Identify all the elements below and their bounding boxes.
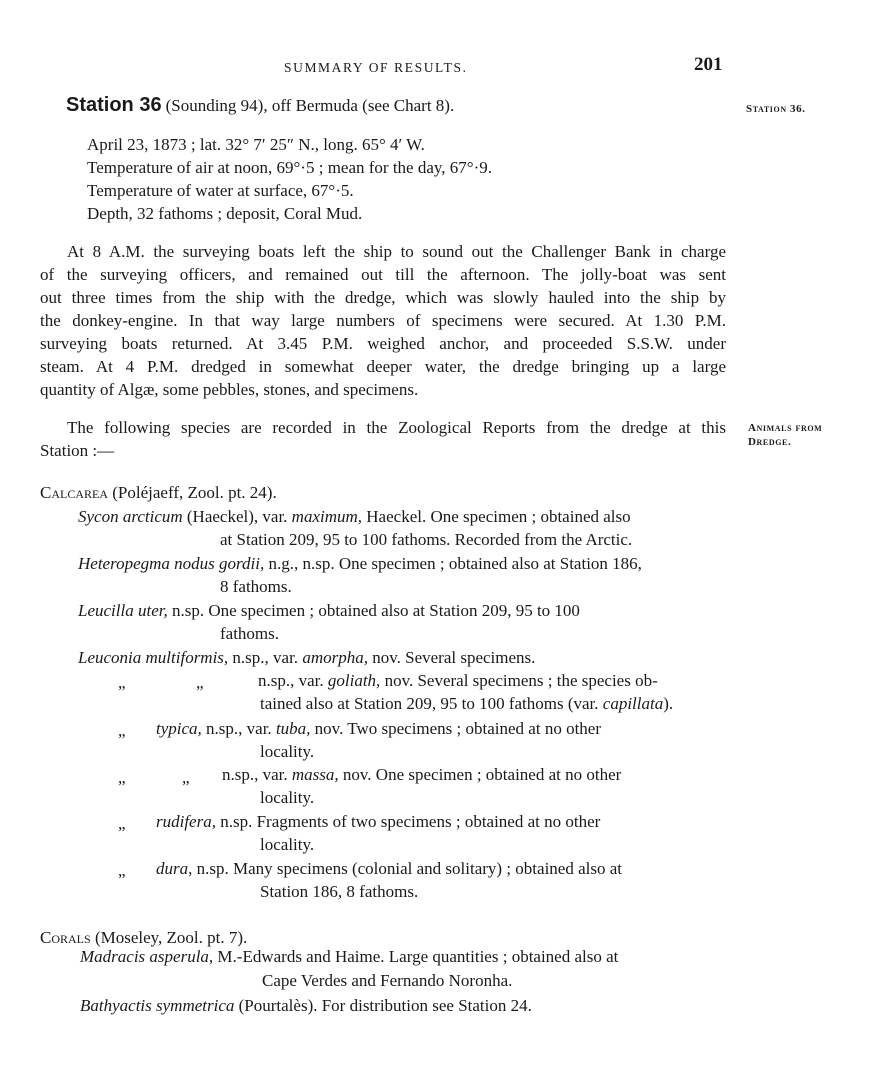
variety-name: tuba, xyxy=(275,719,311,738)
continuation-text: tained also at Station 209, 95 to 100 fathoms (var. xyxy=(260,694,599,713)
species-note: nov. Two specimens ; obtained at no other xyxy=(314,719,602,738)
species-name: Bathyactis symmetrica xyxy=(80,996,235,1015)
species-entry xyxy=(78,646,535,669)
ditto-mark: „ xyxy=(118,673,126,692)
group-reference: (Poléjaeff, Zool. pt. 24). xyxy=(112,483,277,502)
species-name: Leuconia multiformis, xyxy=(78,648,229,667)
species-continuation xyxy=(260,692,673,715)
margin-note-line: Animals from xyxy=(748,422,823,434)
station-title-rest: (Sounding 94), off Bermuda (see Chart 8). xyxy=(165,96,455,115)
species-continuation: locality. xyxy=(260,835,315,854)
species-note: (Pourtalès). For distribution see Station 24. xyxy=(238,996,532,1015)
running-title: SUMMARY OF RESULTS. xyxy=(284,60,468,75)
species-note: nov. Several specimens ; the species ob- xyxy=(384,671,658,690)
species-note: nov. Several specimens. xyxy=(372,648,536,667)
narrative-line: out three times from the ship with the dredge, which was slowly hauled into the ship by xyxy=(40,288,726,307)
narrative-line: steam. At 4 P.M. dredged in somewhat deeper water, the dredge bringing up a large xyxy=(40,357,726,376)
species-entry xyxy=(80,945,618,968)
species-entry xyxy=(222,763,621,786)
species-name: typica, xyxy=(156,719,202,738)
species-note: n.sp. Fragments of two specimens ; obtained at no other xyxy=(220,812,601,831)
species-continuation: fathoms. xyxy=(220,624,280,643)
narrative-line: the donkey-engine. In that way large numbers of specimens were secured. At 1.30 P.M. xyxy=(40,311,726,330)
variety-name: capillata xyxy=(602,694,664,713)
species-note: n.g., n.sp. One specimen ; obtained also at Station 186, xyxy=(268,554,642,573)
intro-line: Station :— xyxy=(40,441,115,460)
intro-line: The following species are recorded in the Zoological Reports from the dredge at this xyxy=(67,418,726,437)
group-name: Corals xyxy=(40,928,91,947)
species-note: M.-Edwards and Haime. Large quantities ; obtained also at xyxy=(217,947,619,966)
species-continuation: 8 fathoms. xyxy=(220,577,292,596)
ditto-mark: „ xyxy=(118,814,126,833)
species-authority: (Haeckel), var. xyxy=(186,507,288,526)
variety-name: goliath, xyxy=(327,671,381,690)
detail-line: April 23, 1873 ; lat. 32° 7′ 25″ N., long. 65° 4′ W. xyxy=(87,135,425,154)
ditto-mark: „ xyxy=(118,861,126,880)
details-block xyxy=(87,133,492,225)
narrative-line: of the surveying officers, and remained out till the afternoon. The jolly-boat was sent xyxy=(40,265,726,284)
species-name: Heteropegma nodus gordii, xyxy=(78,554,265,573)
species-name: rudifera, xyxy=(156,812,216,831)
species-entry xyxy=(156,857,622,880)
species-authority: n.sp., var. xyxy=(232,648,299,667)
ditto-mark: „ xyxy=(118,721,126,740)
margin-note-line: Dredge. xyxy=(748,436,792,448)
species-entry xyxy=(156,810,600,833)
species-continuation: Cape Verdes and Fernando Noronha. xyxy=(262,971,513,990)
species-continuation: at Station 209, 95 to 100 fathoms. Recorded from the Arctic. xyxy=(220,530,633,549)
variety-name: maximum, xyxy=(291,507,363,526)
species-entry xyxy=(80,994,532,1017)
narrative-line: quantity of Algæ, some pebbles, stones, and specimens. xyxy=(40,380,419,399)
ditto-mark: „ xyxy=(196,673,204,692)
ditto-mark: „ xyxy=(182,768,190,787)
species-entry xyxy=(78,505,631,528)
species-note: n.sp. Many specimens (colonial and solitary) ; obtained also at xyxy=(196,859,622,878)
detail-line: Depth, 32 fathoms ; deposit, Coral Mud. xyxy=(87,204,363,223)
narrative-line: At 8 A.M. the surveying boats left the ship to sound out the Challenger Bank in charge xyxy=(67,242,726,261)
species-name: Madracis asperula, xyxy=(80,947,214,966)
ditto-mark: „ xyxy=(118,768,126,787)
species-continuation: Station 186, 8 fathoms. xyxy=(260,882,419,901)
species-name: Leucilla uter, xyxy=(78,601,168,620)
station-heading xyxy=(66,94,454,117)
species-continuation: locality. xyxy=(260,742,315,761)
species-authority: n.sp., var. xyxy=(206,719,272,738)
page-number: 201 xyxy=(694,54,723,75)
group-name: Calcarea xyxy=(40,483,109,502)
continuation-text: ). xyxy=(663,694,674,713)
narrative-paragraph xyxy=(40,240,726,401)
intro-paragraph xyxy=(40,416,726,462)
species-entry xyxy=(78,552,642,575)
variety-name: amorpha, xyxy=(302,648,368,667)
species-authority: n.sp., var. xyxy=(258,671,324,690)
species-note: Haeckel. One specimen ; obtained also xyxy=(366,507,631,526)
species-note: n.sp. One specimen ; obtained also at Station 209, 95 to 100 xyxy=(171,601,580,620)
detail-line: Temperature of water at surface, 67°·5. xyxy=(87,181,354,200)
variety-name: massa, xyxy=(291,765,339,784)
calcarea-heading xyxy=(40,481,277,504)
species-name: dura, xyxy=(156,859,193,878)
margin-note-animals xyxy=(748,421,822,449)
margin-note-station: Station 36. xyxy=(746,103,806,115)
species-entry xyxy=(78,599,580,622)
narrative-line: surveying boats returned. At 3.45 P.M. weighed anchor, and proceeded S.S.W. under xyxy=(40,334,726,353)
species-entry xyxy=(258,669,658,692)
species-continuation: locality. xyxy=(260,788,315,807)
group-reference: (Moseley, Zool. pt. 7). xyxy=(94,928,248,947)
species-note: nov. One specimen ; obtained at no other xyxy=(342,765,622,784)
species-authority: n.sp., var. xyxy=(222,765,288,784)
station-title-label: Station 36 xyxy=(66,94,162,116)
species-name: Sycon arcticum xyxy=(78,507,183,526)
detail-line: Temperature of air at noon, 69°·5 ; mean for the day, 67°·9. xyxy=(87,158,492,177)
species-entry xyxy=(156,717,601,740)
